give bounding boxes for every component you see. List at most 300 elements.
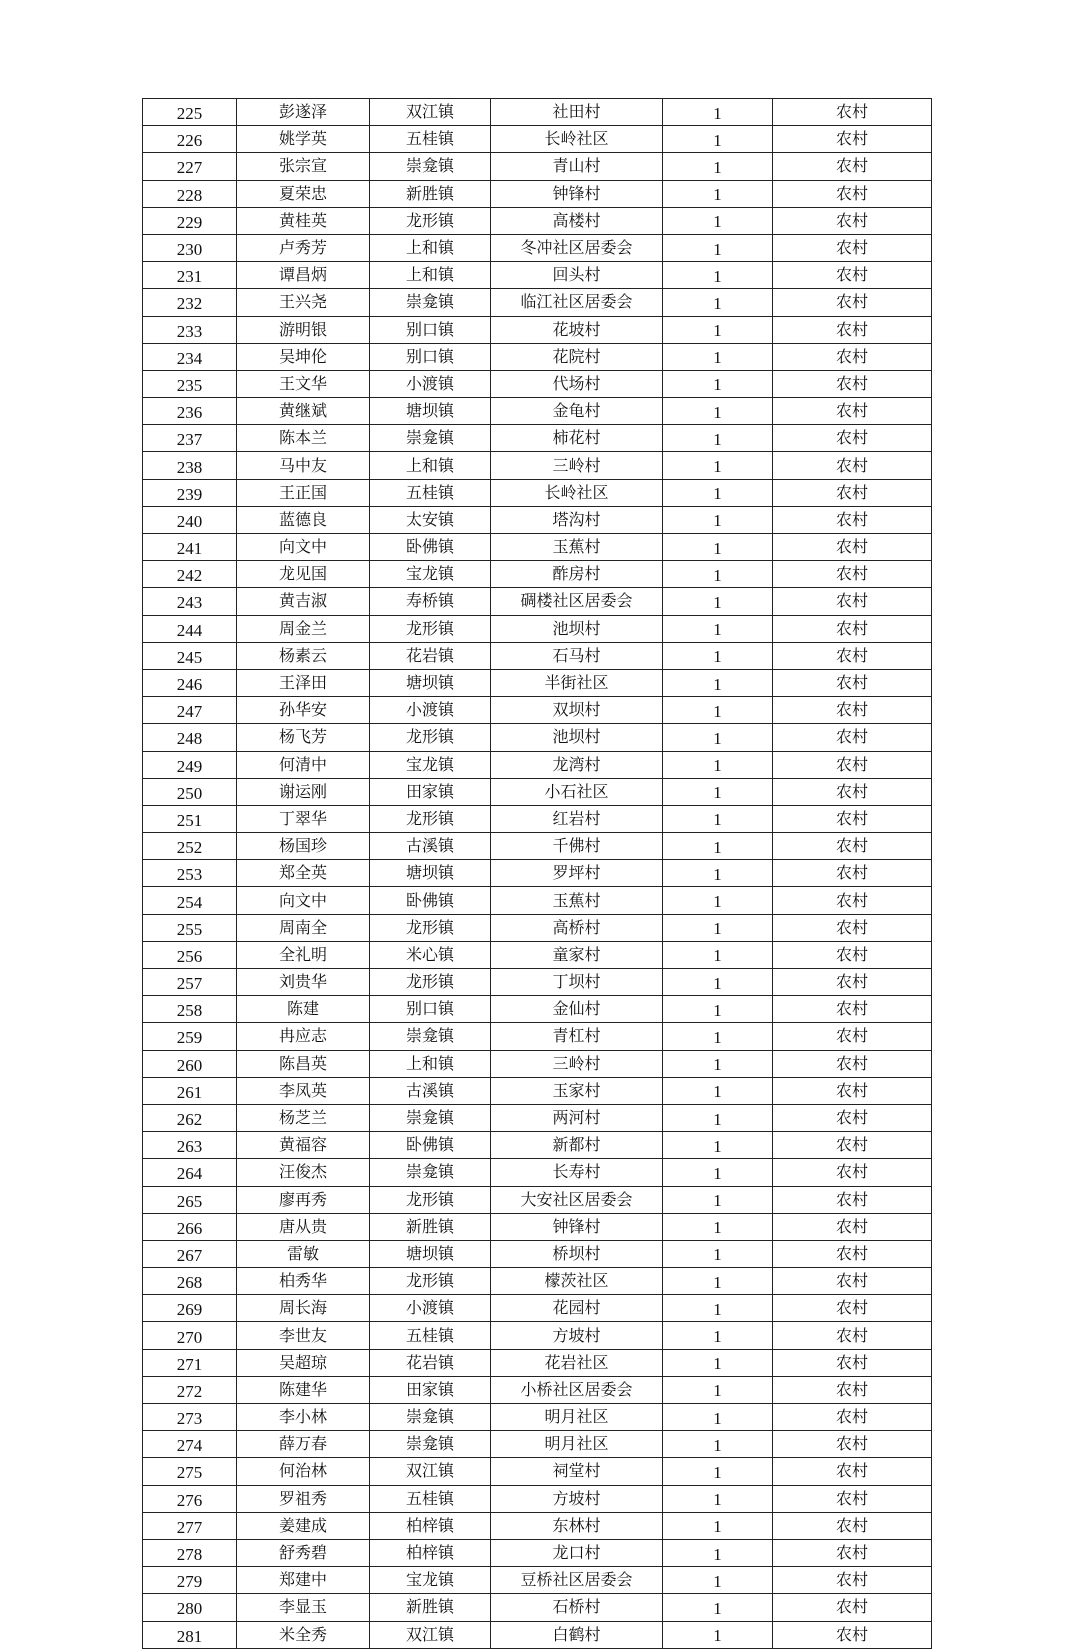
count-value-cell: 1 [663,289,773,316]
category-value-cell: 农村 [773,1621,932,1648]
person-name-cell: 黄福容 [237,1132,370,1159]
count-value-cell: 1 [663,262,773,289]
village-name-cell: 酢房村 [491,561,663,588]
count-value-cell: 1 [663,1512,773,1539]
village-name-cell: 龙湾村 [491,751,663,778]
table-row [143,1023,932,1050]
category-value-cell: 农村 [773,99,932,126]
category-value-cell: 农村 [773,751,932,778]
category-value-cell: 农村 [773,506,932,533]
person-name-cell: 孙华安 [237,697,370,724]
table-row [143,506,932,533]
count-value-cell: 1 [663,778,773,805]
village-name-cell: 大安社区居委会 [491,1186,663,1213]
count-value-cell: 1 [663,1159,773,1186]
person-name-cell: 李显玉 [237,1594,370,1621]
table-row [143,778,932,805]
person-name-cell: 陈建 [237,996,370,1023]
person-name-cell: 冉应志 [237,1023,370,1050]
table-row [143,1104,932,1131]
person-name-cell: 李小林 [237,1404,370,1431]
town-name-cell: 上和镇 [370,452,491,479]
person-name-cell: 王文华 [237,370,370,397]
category-value-cell: 农村 [773,1594,932,1621]
row-number-cell: 235 [143,370,237,397]
category-value-cell: 农村 [773,1404,932,1431]
village-name-cell: 冬冲社区居委会 [491,234,663,261]
table-row [143,99,932,126]
village-name-cell: 红岩村 [491,805,663,832]
town-name-cell: 别口镇 [370,996,491,1023]
village-name-cell: 金仙村 [491,996,663,1023]
town-name-cell: 小渡镇 [370,697,491,724]
village-name-cell: 石马村 [491,642,663,669]
town-name-cell: 新胜镇 [370,180,491,207]
village-name-cell: 池坝村 [491,615,663,642]
category-value-cell: 农村 [773,425,932,452]
table-row [143,697,932,724]
table-row [143,1240,932,1267]
table-row [143,1431,932,1458]
person-name-cell: 向文中 [237,534,370,561]
row-number-cell: 269 [143,1295,237,1322]
count-value-cell: 1 [663,99,773,126]
table-row [143,180,932,207]
town-name-cell: 花岩镇 [370,1349,491,1376]
person-name-cell: 杨素云 [237,642,370,669]
count-value-cell: 1 [663,860,773,887]
table-row [143,1458,932,1485]
person-name-cell: 陈建华 [237,1376,370,1403]
village-name-cell: 青山村 [491,153,663,180]
category-value-cell: 农村 [773,1295,932,1322]
village-name-cell: 童家村 [491,941,663,968]
village-name-cell: 方坡村 [491,1322,663,1349]
row-number-cell: 241 [143,534,237,561]
row-number-cell: 247 [143,697,237,724]
count-value-cell: 1 [663,1594,773,1621]
village-name-cell: 花岩社区 [491,1349,663,1376]
village-name-cell: 祠堂村 [491,1458,663,1485]
person-name-cell: 吴坤伦 [237,343,370,370]
count-value-cell: 1 [663,1322,773,1349]
category-value-cell: 农村 [773,1186,932,1213]
category-value-cell: 农村 [773,724,932,751]
row-number-cell: 228 [143,180,237,207]
village-name-cell: 高桥村 [491,914,663,941]
village-name-cell: 半街社区 [491,669,663,696]
table-row [143,642,932,669]
town-name-cell: 崇龛镇 [370,1104,491,1131]
town-name-cell: 柏梓镇 [370,1539,491,1566]
village-name-cell: 高楼村 [491,207,663,234]
village-name-cell: 玉蕉村 [491,534,663,561]
town-name-cell: 双江镇 [370,99,491,126]
row-number-cell: 248 [143,724,237,751]
category-value-cell: 农村 [773,180,932,207]
town-name-cell: 龙形镇 [370,805,491,832]
table-row [143,887,932,914]
row-number-cell: 279 [143,1567,237,1594]
person-name-cell: 舒秀碧 [237,1539,370,1566]
table-row [143,1186,932,1213]
count-value-cell: 1 [663,234,773,261]
row-number-cell: 239 [143,479,237,506]
table-row [143,398,932,425]
category-value-cell: 农村 [773,833,932,860]
village-name-cell: 花坡村 [491,316,663,343]
town-name-cell: 古溪镇 [370,1077,491,1104]
row-number-cell: 277 [143,1512,237,1539]
town-name-cell: 崇龛镇 [370,1159,491,1186]
person-name-cell: 罗祖秀 [237,1485,370,1512]
village-name-cell: 塔沟村 [491,506,663,533]
count-value-cell: 1 [663,506,773,533]
table-row [143,452,932,479]
town-name-cell: 崇龛镇 [370,1023,491,1050]
village-name-cell: 回头村 [491,262,663,289]
row-number-cell: 249 [143,751,237,778]
row-number-cell: 262 [143,1104,237,1131]
town-name-cell: 双江镇 [370,1458,491,1485]
row-number-cell: 254 [143,887,237,914]
table-row [143,588,932,615]
row-number-cell: 251 [143,805,237,832]
row-number-cell: 237 [143,425,237,452]
village-name-cell: 新都村 [491,1132,663,1159]
category-value-cell: 农村 [773,370,932,397]
table-row [143,561,932,588]
count-value-cell: 1 [663,1240,773,1267]
count-value-cell: 1 [663,1050,773,1077]
person-name-cell: 何清中 [237,751,370,778]
village-name-cell: 钟锋村 [491,1213,663,1240]
category-value-cell: 农村 [773,1431,932,1458]
row-number-cell: 243 [143,588,237,615]
row-number-cell: 256 [143,941,237,968]
table-row [143,1594,932,1621]
count-value-cell: 1 [663,479,773,506]
table-row [143,234,932,261]
town-name-cell: 卧佛镇 [370,887,491,914]
category-value-cell: 农村 [773,1539,932,1566]
person-name-cell: 郑建中 [237,1567,370,1594]
count-value-cell: 1 [663,588,773,615]
row-number-cell: 253 [143,860,237,887]
category-value-cell: 农村 [773,262,932,289]
village-name-cell: 小石社区 [491,778,663,805]
category-value-cell: 农村 [773,343,932,370]
count-value-cell: 1 [663,724,773,751]
town-name-cell: 龙形镇 [370,914,491,941]
count-value-cell: 1 [663,534,773,561]
person-name-cell: 薛万春 [237,1431,370,1458]
category-value-cell: 农村 [773,1376,932,1403]
row-number-cell: 230 [143,234,237,261]
row-number-cell: 252 [143,833,237,860]
person-name-cell: 丁翠华 [237,805,370,832]
table-row [143,969,932,996]
count-value-cell: 1 [663,1077,773,1104]
town-name-cell: 别口镇 [370,343,491,370]
person-name-cell: 彭遂泽 [237,99,370,126]
category-value-cell: 农村 [773,697,932,724]
count-value-cell: 1 [663,1376,773,1403]
category-value-cell: 农村 [773,316,932,343]
village-name-cell: 柿花村 [491,425,663,452]
village-name-cell: 石桥村 [491,1594,663,1621]
category-value-cell: 农村 [773,588,932,615]
village-name-cell: 双坝村 [491,697,663,724]
town-name-cell: 新胜镇 [370,1213,491,1240]
table-row [143,479,932,506]
village-name-cell: 明月社区 [491,1431,663,1458]
count-value-cell: 1 [663,1458,773,1485]
town-name-cell: 崇龛镇 [370,153,491,180]
row-number-cell: 231 [143,262,237,289]
row-number-cell: 242 [143,561,237,588]
count-value-cell: 1 [663,1567,773,1594]
category-value-cell: 农村 [773,126,932,153]
person-name-cell: 米全秀 [237,1621,370,1648]
count-value-cell: 1 [663,833,773,860]
person-name-cell: 游明银 [237,316,370,343]
count-value-cell: 1 [663,642,773,669]
roster-body [143,99,932,1649]
town-name-cell: 塘坝镇 [370,669,491,696]
count-value-cell: 1 [663,180,773,207]
person-name-cell: 郑全英 [237,860,370,887]
person-name-cell: 廖再秀 [237,1186,370,1213]
person-name-cell: 黄桂英 [237,207,370,234]
category-value-cell: 农村 [773,778,932,805]
row-number-cell: 280 [143,1594,237,1621]
person-name-cell: 龙见国 [237,561,370,588]
table-row [143,615,932,642]
count-value-cell: 1 [663,1186,773,1213]
town-name-cell: 别口镇 [370,316,491,343]
count-value-cell: 1 [663,1431,773,1458]
village-name-cell: 三岭村 [491,1050,663,1077]
table-row [143,669,932,696]
town-name-cell: 宝龙镇 [370,751,491,778]
count-value-cell: 1 [663,1104,773,1131]
town-name-cell: 宝龙镇 [370,561,491,588]
row-number-cell: 271 [143,1349,237,1376]
row-number-cell: 275 [143,1458,237,1485]
category-value-cell: 农村 [773,1268,932,1295]
table-row [143,1050,932,1077]
count-value-cell: 1 [663,1485,773,1512]
village-name-cell: 花院村 [491,343,663,370]
category-value-cell: 农村 [773,1567,932,1594]
count-value-cell: 1 [663,425,773,452]
table-row [143,1295,932,1322]
person-name-cell: 雷敏 [237,1240,370,1267]
category-value-cell: 农村 [773,1512,932,1539]
village-name-cell: 临江社区居委会 [491,289,663,316]
row-number-cell: 250 [143,778,237,805]
category-value-cell: 农村 [773,1485,932,1512]
count-value-cell: 1 [663,751,773,778]
table-row [143,1268,932,1295]
category-value-cell: 农村 [773,561,932,588]
village-name-cell: 三岭村 [491,452,663,479]
count-value-cell: 1 [663,1295,773,1322]
row-number-cell: 270 [143,1322,237,1349]
person-name-cell: 马中友 [237,452,370,479]
table-row [143,370,932,397]
category-value-cell: 农村 [773,914,932,941]
town-name-cell: 田家镇 [370,778,491,805]
person-name-cell: 汪俊杰 [237,1159,370,1186]
row-number-cell: 245 [143,642,237,669]
table-row [143,996,932,1023]
row-number-cell: 225 [143,99,237,126]
row-number-cell: 274 [143,1431,237,1458]
person-name-cell: 王泽田 [237,669,370,696]
count-value-cell: 1 [663,697,773,724]
town-name-cell: 五桂镇 [370,126,491,153]
table-row [143,1077,932,1104]
count-value-cell: 1 [663,1539,773,1566]
person-name-cell: 向文中 [237,887,370,914]
person-name-cell: 张宗宣 [237,153,370,180]
row-number-cell: 236 [143,398,237,425]
person-name-cell: 李凤英 [237,1077,370,1104]
row-number-cell: 234 [143,343,237,370]
row-number-cell: 278 [143,1539,237,1566]
count-value-cell: 1 [663,1213,773,1240]
table-row [143,289,932,316]
row-number-cell: 276 [143,1485,237,1512]
town-name-cell: 小渡镇 [370,370,491,397]
village-name-cell: 碉楼社区居委会 [491,588,663,615]
row-number-cell: 259 [143,1023,237,1050]
count-value-cell: 1 [663,398,773,425]
village-name-cell: 金龟村 [491,398,663,425]
town-name-cell: 上和镇 [370,1050,491,1077]
town-name-cell: 新胜镇 [370,1594,491,1621]
roster-table [142,98,932,1649]
town-name-cell: 崇龛镇 [370,425,491,452]
village-name-cell: 檬茨社区 [491,1268,663,1295]
table-row [143,1404,932,1431]
row-number-cell: 281 [143,1621,237,1648]
row-number-cell: 267 [143,1240,237,1267]
count-value-cell: 1 [663,887,773,914]
table-row [143,1349,932,1376]
person-name-cell: 蓝德良 [237,506,370,533]
count-value-cell: 1 [663,914,773,941]
village-name-cell: 玉家村 [491,1077,663,1104]
person-name-cell: 王正国 [237,479,370,506]
table-row [143,1567,932,1594]
town-name-cell: 卧佛镇 [370,1132,491,1159]
table-row [143,724,932,751]
table-row [143,425,932,452]
category-value-cell: 农村 [773,941,932,968]
person-name-cell: 黄吉淑 [237,588,370,615]
person-name-cell: 周长海 [237,1295,370,1322]
category-value-cell: 农村 [773,805,932,832]
table-row [143,262,932,289]
village-name-cell: 明月社区 [491,1404,663,1431]
person-name-cell: 黄继斌 [237,398,370,425]
row-number-cell: 260 [143,1050,237,1077]
category-value-cell: 农村 [773,1349,932,1376]
town-name-cell: 龙形镇 [370,615,491,642]
town-name-cell: 龙形镇 [370,969,491,996]
person-name-cell: 杨芝兰 [237,1104,370,1131]
table-row [143,1621,932,1648]
count-value-cell: 1 [663,343,773,370]
town-name-cell: 双江镇 [370,1621,491,1648]
category-value-cell: 农村 [773,398,932,425]
count-value-cell: 1 [663,126,773,153]
count-value-cell: 1 [663,1349,773,1376]
table-row [143,126,932,153]
town-name-cell: 塘坝镇 [370,398,491,425]
village-name-cell: 青杠村 [491,1023,663,1050]
table-row [143,751,932,778]
count-value-cell: 1 [663,615,773,642]
person-name-cell: 王兴尧 [237,289,370,316]
town-name-cell: 宝龙镇 [370,1567,491,1594]
table-row [143,941,932,968]
category-value-cell: 农村 [773,289,932,316]
town-name-cell: 五桂镇 [370,1485,491,1512]
category-value-cell: 农村 [773,860,932,887]
count-value-cell: 1 [663,370,773,397]
town-name-cell: 五桂镇 [370,479,491,506]
village-name-cell: 龙口村 [491,1539,663,1566]
row-number-cell: 232 [143,289,237,316]
person-name-cell: 刘贵华 [237,969,370,996]
town-name-cell: 卧佛镇 [370,534,491,561]
count-value-cell: 1 [663,969,773,996]
village-name-cell: 方坡村 [491,1485,663,1512]
town-name-cell: 崇龛镇 [370,1404,491,1431]
village-name-cell: 两河村 [491,1104,663,1131]
table-row [143,316,932,343]
village-name-cell: 东林村 [491,1512,663,1539]
category-value-cell: 农村 [773,1077,932,1104]
count-value-cell: 1 [663,316,773,343]
count-value-cell: 1 [663,1404,773,1431]
row-number-cell: 273 [143,1404,237,1431]
village-name-cell: 丁坝村 [491,969,663,996]
count-value-cell: 1 [663,805,773,832]
town-name-cell: 田家镇 [370,1376,491,1403]
category-value-cell: 农村 [773,234,932,261]
row-number-cell: 229 [143,207,237,234]
category-value-cell: 农村 [773,207,932,234]
village-name-cell: 池坝村 [491,724,663,751]
table-row [143,805,932,832]
table-row [143,207,932,234]
village-name-cell: 长岭社区 [491,479,663,506]
row-number-cell: 264 [143,1159,237,1186]
category-value-cell: 农村 [773,996,932,1023]
town-name-cell: 古溪镇 [370,833,491,860]
village-name-cell: 钟锋村 [491,180,663,207]
village-name-cell: 桥坝村 [491,1240,663,1267]
category-value-cell: 农村 [773,1240,932,1267]
village-name-cell: 社田村 [491,99,663,126]
category-value-cell: 农村 [773,1322,932,1349]
category-value-cell: 农村 [773,1132,932,1159]
